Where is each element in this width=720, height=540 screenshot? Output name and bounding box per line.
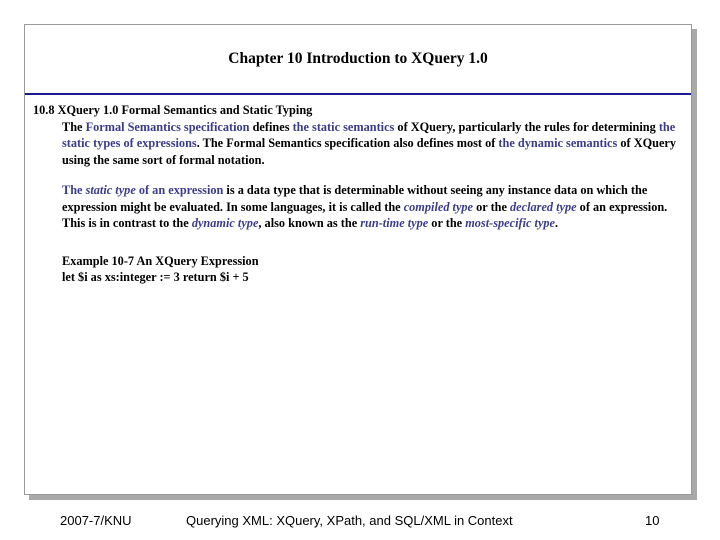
highlight-static-semantics: the static semantics [292, 119, 395, 134]
slide-frame [24, 24, 692, 495]
term-declared-type: declared type [510, 199, 577, 214]
term-run-time-type: run-time type [360, 216, 429, 230]
slide-title: Chapter 10 Introduction to XQuery 1.0 [228, 50, 488, 67]
text-run: of an expression. This is in contrast to the [62, 199, 668, 230]
text-run: of XQuery using the same sort of formal notation. [62, 136, 677, 167]
footer-page-number: 10 [645, 513, 660, 528]
text-run: of XQuery, particularly the rules for determining [394, 119, 659, 134]
text-run: . [555, 216, 559, 230]
footer-course-title: Querying XML: XQuery, XPath, and SQL/XML in Context [186, 513, 513, 528]
section-heading: 10.8 XQuery 1.0 Formal Semantics and Static Typing [33, 103, 313, 117]
highlight-of-an-expression: of an expression [135, 183, 224, 197]
text-run: The [62, 119, 86, 134]
text-run: , also known as the [258, 216, 361, 230]
spacer [33, 168, 683, 182]
text-run: or the [428, 216, 466, 230]
example-title: Example 10-7 An XQuery Expression [62, 253, 259, 268]
title-divider [25, 93, 691, 95]
footer-date: 2007-7/KNU [60, 513, 132, 528]
term-compiled-type: compiled type [403, 199, 474, 214]
title-area [25, 25, 691, 93]
slide-content [33, 102, 683, 286]
example-code: let $i as xs:integer := 3 return $i + 5 [62, 270, 249, 284]
text-run: The [62, 183, 86, 197]
spacer [33, 232, 683, 253]
paragraph-formal-semantics [62, 119, 678, 169]
term-most-specific-type: most-specific type [465, 216, 556, 230]
highlight-dynamic-semantics: the dynamic semantics [498, 136, 618, 150]
text-run: . The Formal Semantics specification also defines most of [196, 136, 499, 150]
text-run: defines [249, 119, 293, 134]
highlight-formal-semantics-spec: Formal Semantics specification [85, 119, 250, 134]
highlight-static-types: the static types of expressions [62, 119, 676, 150]
term-dynamic-type: dynamic type [191, 216, 259, 230]
paragraph-static-type [62, 182, 678, 232]
text-run: is a data type that is determinable without seeing any instance data on which the expression might be evaluated. In some languages, it is called the [62, 183, 648, 214]
text-run: or the [473, 199, 511, 214]
term-static-type: static type [85, 183, 136, 197]
